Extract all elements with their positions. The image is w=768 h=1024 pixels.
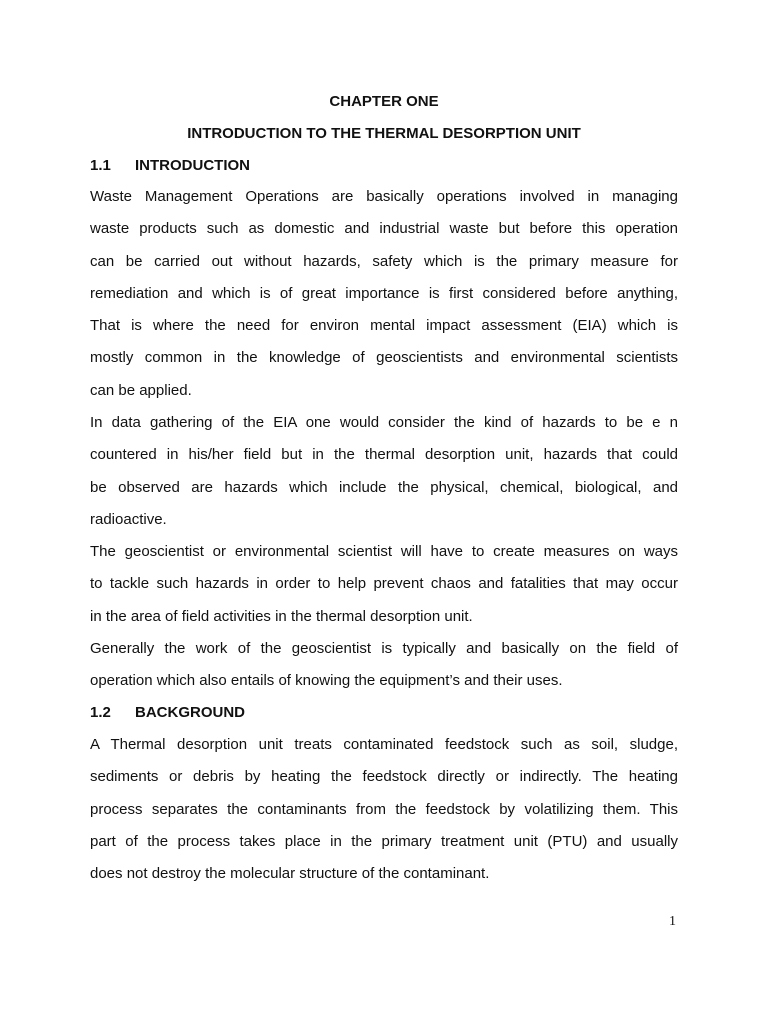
text-line: to tackle such hazards in order to help prevent chaos and fatalities that may occur xyxy=(90,575,678,593)
text-line: waste products such as domestic and industrial waste but before this operation xyxy=(90,220,678,238)
paragraph-geoscientist-measures xyxy=(90,536,678,633)
text-line: process separates the contaminants from the feedstock by volatilizing them. This xyxy=(90,800,678,818)
paragraph-geoscientist-work xyxy=(90,633,678,698)
text-line: In data gathering of the EIA one would consider the kind of hazards to be e n xyxy=(90,414,678,431)
text-line: radioactive. xyxy=(90,510,167,528)
text-line: mostly common in the knowledge of geoscientists and environmental scientists xyxy=(90,349,678,367)
section-heading-introduction xyxy=(90,156,250,176)
paragraph-thermal-desorption-unit xyxy=(90,729,678,890)
text-line: That is where the need for environ mental impact assessment (EIA) which is xyxy=(90,317,678,335)
section-title: INTRODUCTION xyxy=(135,157,250,174)
paragraph-data-gathering xyxy=(90,407,678,536)
text-line: remediation and which is of great importance is first considered before anything, xyxy=(90,284,678,302)
section-title: BACKGROUND xyxy=(135,704,245,721)
section-number: 1.1 xyxy=(90,157,111,174)
text-line: can be carried out without hazards, safety which is the primary measure for xyxy=(90,252,678,270)
chapter-title: CHAPTER ONE xyxy=(329,93,439,110)
text-line: Generally the work of the geoscientist is typically and basically on the field of xyxy=(90,640,678,657)
section-number: 1.2 xyxy=(90,704,111,721)
text-line: A Thermal desorption unit treats contaminated feedstock such as soil, sludge, xyxy=(90,736,678,753)
text-line: be observed are hazards which include the physical, chemical, biological, and xyxy=(90,478,678,496)
page-number: 1 xyxy=(669,914,676,929)
text-line: does not destroy the molecular structure of the contaminant. xyxy=(90,865,490,883)
section-heading-background xyxy=(90,703,245,723)
text-line: countered in his/her field but in the thermal desorption unit, hazards that could xyxy=(90,446,678,464)
text-line: sediments or debris by heating the feedstock directly or indirectly. The heating xyxy=(90,768,678,786)
text-line: The geoscientist or environmental scientist will have to create measures on ways xyxy=(90,543,678,560)
text-line: in the area of field activities in the thermal desorption unit. xyxy=(90,607,473,625)
text-line: part of the process takes place in the primary treatment unit (PTU) and usually xyxy=(90,832,678,850)
text-line: Waste Management Operations are basically operations involved in managing xyxy=(90,188,678,205)
text-line: operation which also entails of knowing the equipment’s and their uses. xyxy=(90,672,563,690)
paragraph-waste-management xyxy=(90,181,678,407)
chapter-subtitle: INTRODUCTION TO THE THERMAL DESORPTION UNIT xyxy=(187,125,581,142)
text-line: can be applied. xyxy=(90,381,192,399)
